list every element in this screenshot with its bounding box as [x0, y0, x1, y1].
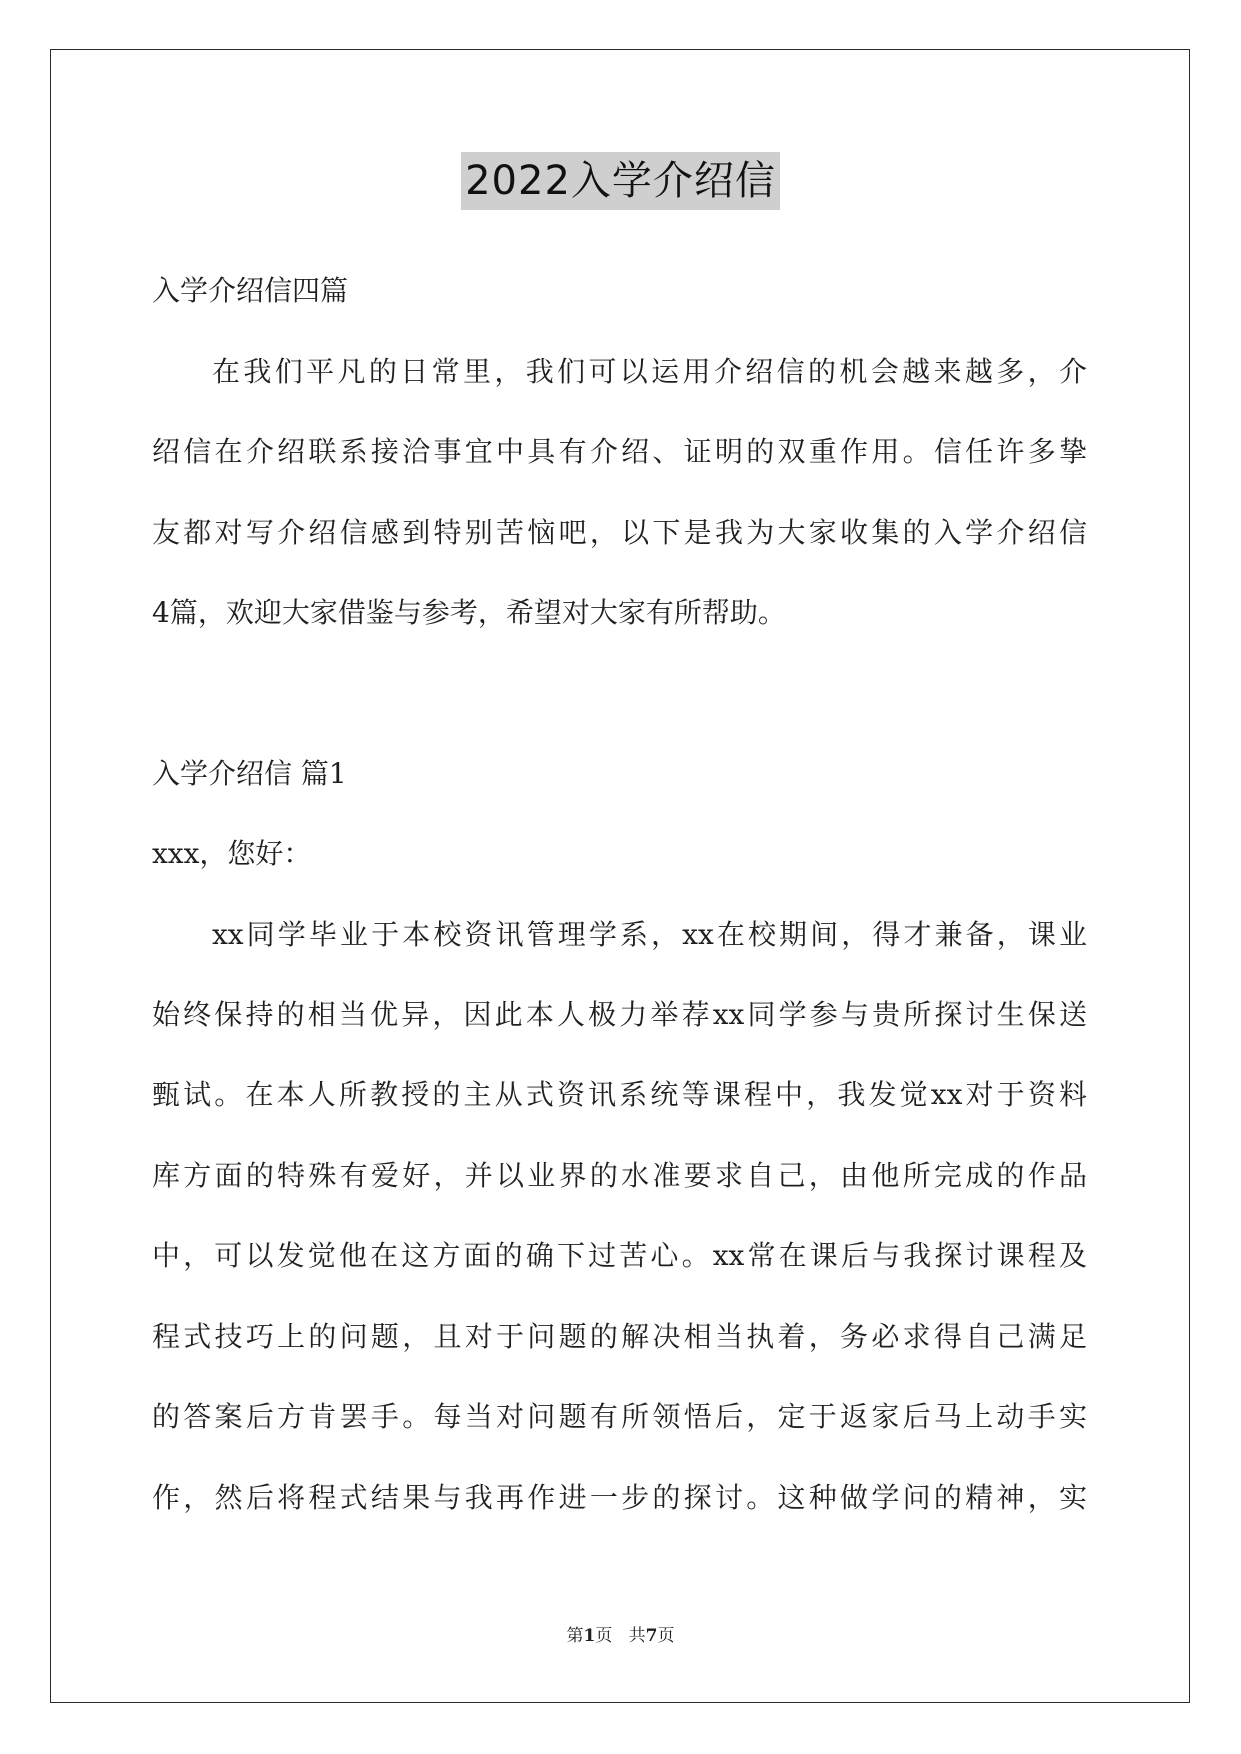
document-title: 2022入学介绍信 [461, 152, 780, 210]
paragraph-line: 作，然后将程式结果与我再作进一步的探讨。这种做学问的精神，实 [152, 1481, 1087, 1514]
title-container [0, 152, 1241, 210]
paragraph-line: 始终保持的相当优异，因此本人极力举荐xx同学参与贵所探讨生保送 [152, 998, 1087, 1031]
paragraph-line: 库方面的特殊有爱好，并以业界的水准要求自己，由他所完成的作品 [152, 1159, 1087, 1192]
paragraph-line: 友都对写介绍信感到特别苦恼吧，以下是我为大家收集的入学介绍信 [152, 516, 1087, 549]
paragraph-line: 绍信在介绍联系接洽事宜中具有介绍、证明的双重作用。信任许多挚 [152, 435, 1087, 468]
footer-prefix: 第 [566, 1626, 584, 1646]
section-heading: 入学介绍信四篇 [152, 274, 349, 307]
paragraph-line: 甄试。在本人所教授的主从式资讯系统等课程中，我发觉xx对于资料 [152, 1078, 1087, 1111]
footer-total-pages: 7 [645, 1626, 658, 1646]
footer-middle: 页 共 [595, 1626, 646, 1646]
footer-page-number: 1 [583, 1626, 596, 1646]
letter-salutation: xxx，您好： [152, 837, 312, 870]
paragraph-line: xx同学毕业于本校资讯管理学系，xx在校期间，得才兼备，课业 [212, 918, 1087, 951]
paragraph-line: 的答案后方肯罢手。每当对问题有所领悟后，定于返家后马上动手实 [152, 1400, 1087, 1433]
page-footer [0, 1624, 1241, 1648]
paragraph-line: 中，可以发觉他在这方面的确下过苦心。xx常在课后与我探讨课程及 [152, 1239, 1087, 1272]
footer-suffix: 页 [657, 1626, 675, 1646]
paragraph-line: 程式技巧上的问题，且对于问题的解决相当执着，务必求得自己满足 [152, 1320, 1087, 1353]
paragraph-line: 在我们平凡的日常里，我们可以运用介绍信的机会越来越多，介 [212, 355, 1087, 388]
paragraph-line: 4篇，欢迎大家借鉴与参考，希望对大家有所帮助。 [152, 596, 786, 629]
letter-heading: 入学介绍信 篇1 [152, 757, 347, 790]
